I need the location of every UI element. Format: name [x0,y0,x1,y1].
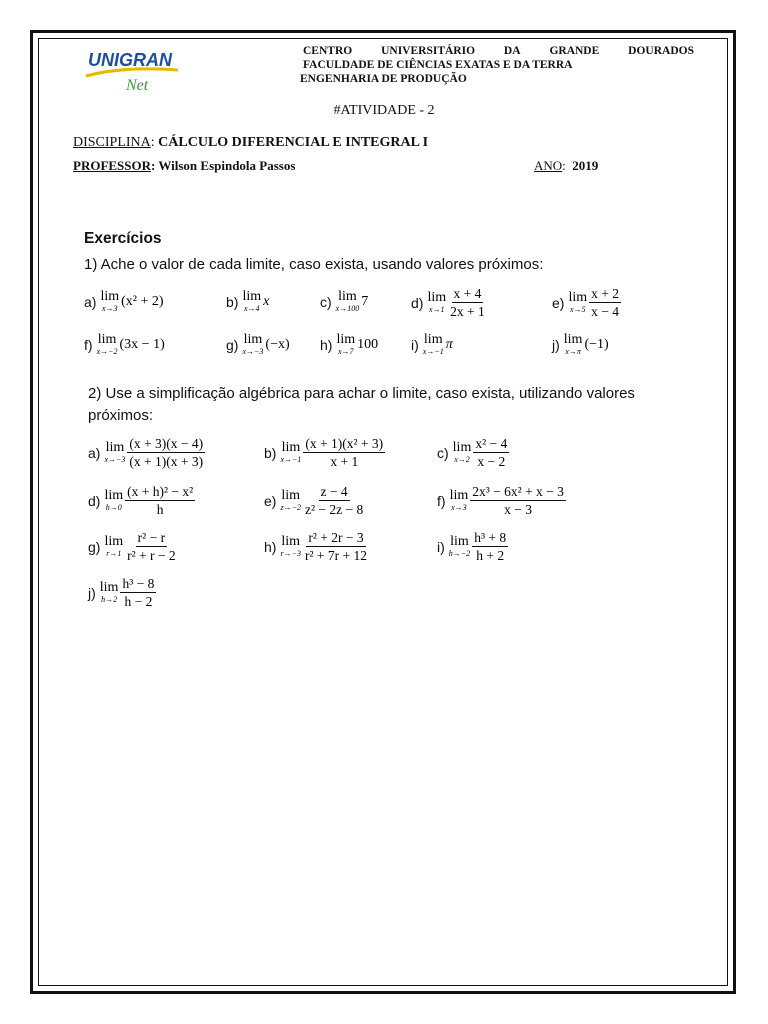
q1-item-c [320,290,368,313]
denominator: h − 2 [124,594,153,609]
limit-subscript: z→−2 [280,503,301,512]
q1-item-j [552,333,609,356]
course-name: ENGENHARIA DE PRODUÇÃO [300,73,467,85]
numerator: x + 4 [453,286,482,301]
faculty-name: FACULDADE DE CIÊNCIAS EXATAS E DA TERRA [303,59,573,71]
fraction [125,484,195,517]
question-1-prompt: 1) Ache o valor de cada limite, caso exista, usando valores próximos: [84,256,544,273]
q1-item-e [552,286,621,319]
item-tag: i) [437,538,445,555]
limit-subscript: h→0 [105,503,122,512]
item-tag: j) [88,584,96,601]
institution-word: CENTRO [303,45,353,57]
denominator: x − 2 [477,454,506,469]
discipline-line: DISCIPLINA: CÁLCULO DIFERENCIAL E INTEGRAL I [73,135,429,150]
limit-expression: π [445,336,453,352]
limit-subscript: r→−3 [280,549,301,558]
q2-item-f [437,484,566,517]
denominator: z² − 2z − 8 [304,502,364,517]
institution-word: DOURADOS [628,45,694,57]
denominator: h [156,502,164,517]
fraction [473,436,509,469]
limit-subscript: h→−2 [448,549,471,558]
limit-operator: lim h→−2 [448,534,471,558]
q2-item-e [264,484,365,517]
limit-operator: lim x→100 [335,289,360,313]
numerator: (x + h)² − x² [127,484,194,499]
institution-block [300,44,694,86]
professor-line: PROFESSOR: Wilson Espindola Passos [73,158,296,173]
limit-operator: lim x→−3 [242,332,264,356]
q2-item-i [437,530,508,563]
limit-expression: (3x − 1) [119,336,165,352]
fraction [303,436,385,469]
q2-item-h [264,530,369,563]
item-tag: g) [88,538,101,555]
fraction [303,530,369,563]
item-tag: b) [226,293,239,310]
limit-subscript: x→−3 [104,455,126,464]
limit-operator: lim z→−2 [280,488,301,512]
numerator: r² + 2r − 3 [308,530,364,545]
fraction [470,484,566,517]
limit-subscript: x→−1 [422,347,444,356]
logo-subtext: Net [126,77,149,94]
limit-subscript: x→−3 [242,347,264,356]
denominator: r² + r − 2 [127,548,176,563]
limit-operator: lim x→5 [568,290,588,314]
limit-operator: lim x→−2 [96,332,118,356]
item-tag: b) [264,444,277,461]
institution-word: UNIVERSITÁRIO [381,45,476,57]
institution-word: GRANDE [549,45,600,57]
item-tag: a) [88,444,101,461]
item-tag: i) [411,336,419,353]
q1-item-h [320,333,378,356]
q2-item-g [88,530,178,563]
fraction [127,436,205,469]
fraction [125,530,178,563]
q1-item-g [226,333,290,356]
denominator: x − 3 [504,502,533,517]
item-tag: e) [264,492,277,509]
limit-operator: lim x→3 [449,488,469,512]
q2-item-c [437,436,509,469]
fraction [448,286,487,319]
discipline-value: CÁLCULO DIFERENCIAL E INTEGRAL I [158,135,429,150]
limit-subscript: x→−1 [280,455,302,464]
q2-item-b [264,436,385,469]
fraction [472,530,508,563]
professor-label: PROFESSOR [73,158,152,173]
numerator: h³ − 8 [122,576,155,591]
question-2-prompt: 2) Use a simplificação algébrica para achar o limite, caso exista, utilizando valores próximos: [88,385,635,424]
logo-text: UNIGRAN [88,50,172,70]
q2-item-d [88,484,195,517]
limit-operator: lim h→2 [99,580,119,604]
limit-expression: x [263,293,270,309]
limit-operator: lim x→1 [427,290,447,314]
fraction [303,484,365,517]
item-tag: d) [411,294,424,311]
item-tag: h) [320,336,333,353]
item-tag: g) [226,336,239,353]
limit-subscript: x→π [565,347,581,356]
institution-name [303,44,694,58]
denominator: x + 1 [330,454,359,469]
limit-subscript: x→100 [335,304,360,313]
denominator: r² + 7r + 12 [304,548,367,563]
q2-item-j [88,576,156,609]
limit-expression: 100 [357,336,379,352]
limit-subscript: x→4 [244,304,260,313]
limit-expression: (−x) [265,336,290,352]
limit-subscript: x→1 [429,305,445,314]
limit-subscript: r→1 [106,549,122,558]
limit-expression: (x² + 2) [121,293,164,309]
numerator: (x + 1)(x² + 3) [305,436,384,451]
limit-operator: lim x→3 [100,289,120,313]
numerator: h³ + 8 [474,530,507,545]
denominator: h + 2 [476,548,505,563]
numerator: x + 2 [591,286,619,301]
q1-item-i [411,333,453,356]
numerator: r² − r [137,530,166,545]
limit-subscript: x→5 [570,305,586,314]
limit-subscript: x→3 [102,304,118,313]
limit-operator: lim x→2 [452,440,472,464]
year-label: ANO [534,158,563,173]
item-tag: e) [552,294,565,311]
item-tag: a) [84,293,97,310]
limit-operator: lim x→4 [242,289,262,313]
fraction [589,286,621,319]
exercises-title: Exercícios [84,230,162,247]
limit-subscript: x→−2 [96,347,118,356]
limit-operator: lim x→7 [336,332,356,356]
item-tag: c) [320,293,332,310]
limit-operator: lim x→−3 [104,440,126,464]
item-tag: f) [437,492,446,509]
limit-operator: lim r→−3 [280,534,301,558]
q1-item-d [411,286,487,319]
q2-item-a [88,436,205,469]
discipline-label: DISCIPLINA [73,135,151,150]
numerator: z − 4 [320,484,348,499]
institution-word: DA [503,45,521,57]
item-tag: c) [437,444,449,461]
fraction [120,576,156,609]
limit-expression: (−1) [584,336,609,352]
limit-operator: lim r→1 [104,534,124,558]
limit-subscript: x→7 [338,347,354,356]
year-value: 2019 [572,158,599,173]
q1-item-b [226,290,269,313]
denominator: (x + 1)(x + 3) [129,454,204,469]
item-tag: j) [552,336,560,353]
q1-item-f [84,333,165,356]
item-tag: d) [88,492,101,509]
unigran-logo [82,46,182,96]
item-tag: h) [264,538,277,555]
limit-subscript: x→2 [454,455,470,464]
limit-operator: lim h→0 [104,488,124,512]
limit-subscript: h→2 [101,595,118,604]
year-line: ANO: 2019 [534,158,599,173]
numerator: 2x³ − 6x² + x − 3 [472,484,564,499]
item-tag: f) [84,336,93,353]
limit-expression: 7 [361,293,369,309]
activity-title: #ATIVIDADE - 2 [333,103,435,118]
q1-item-a [84,290,164,313]
numerator: (x + 3)(x − 4) [129,436,204,451]
limit-operator: lim x→−1 [422,332,444,356]
limit-operator: lim x→π [563,332,583,356]
denominator: x − 4 [591,304,619,319]
limit-operator: lim x→−1 [280,440,302,464]
limit-subscript: x→3 [451,503,467,512]
numerator: x² − 4 [475,436,508,451]
professor-value: Wilson Espindola Passos [158,158,296,173]
denominator: 2x + 1 [450,304,485,319]
